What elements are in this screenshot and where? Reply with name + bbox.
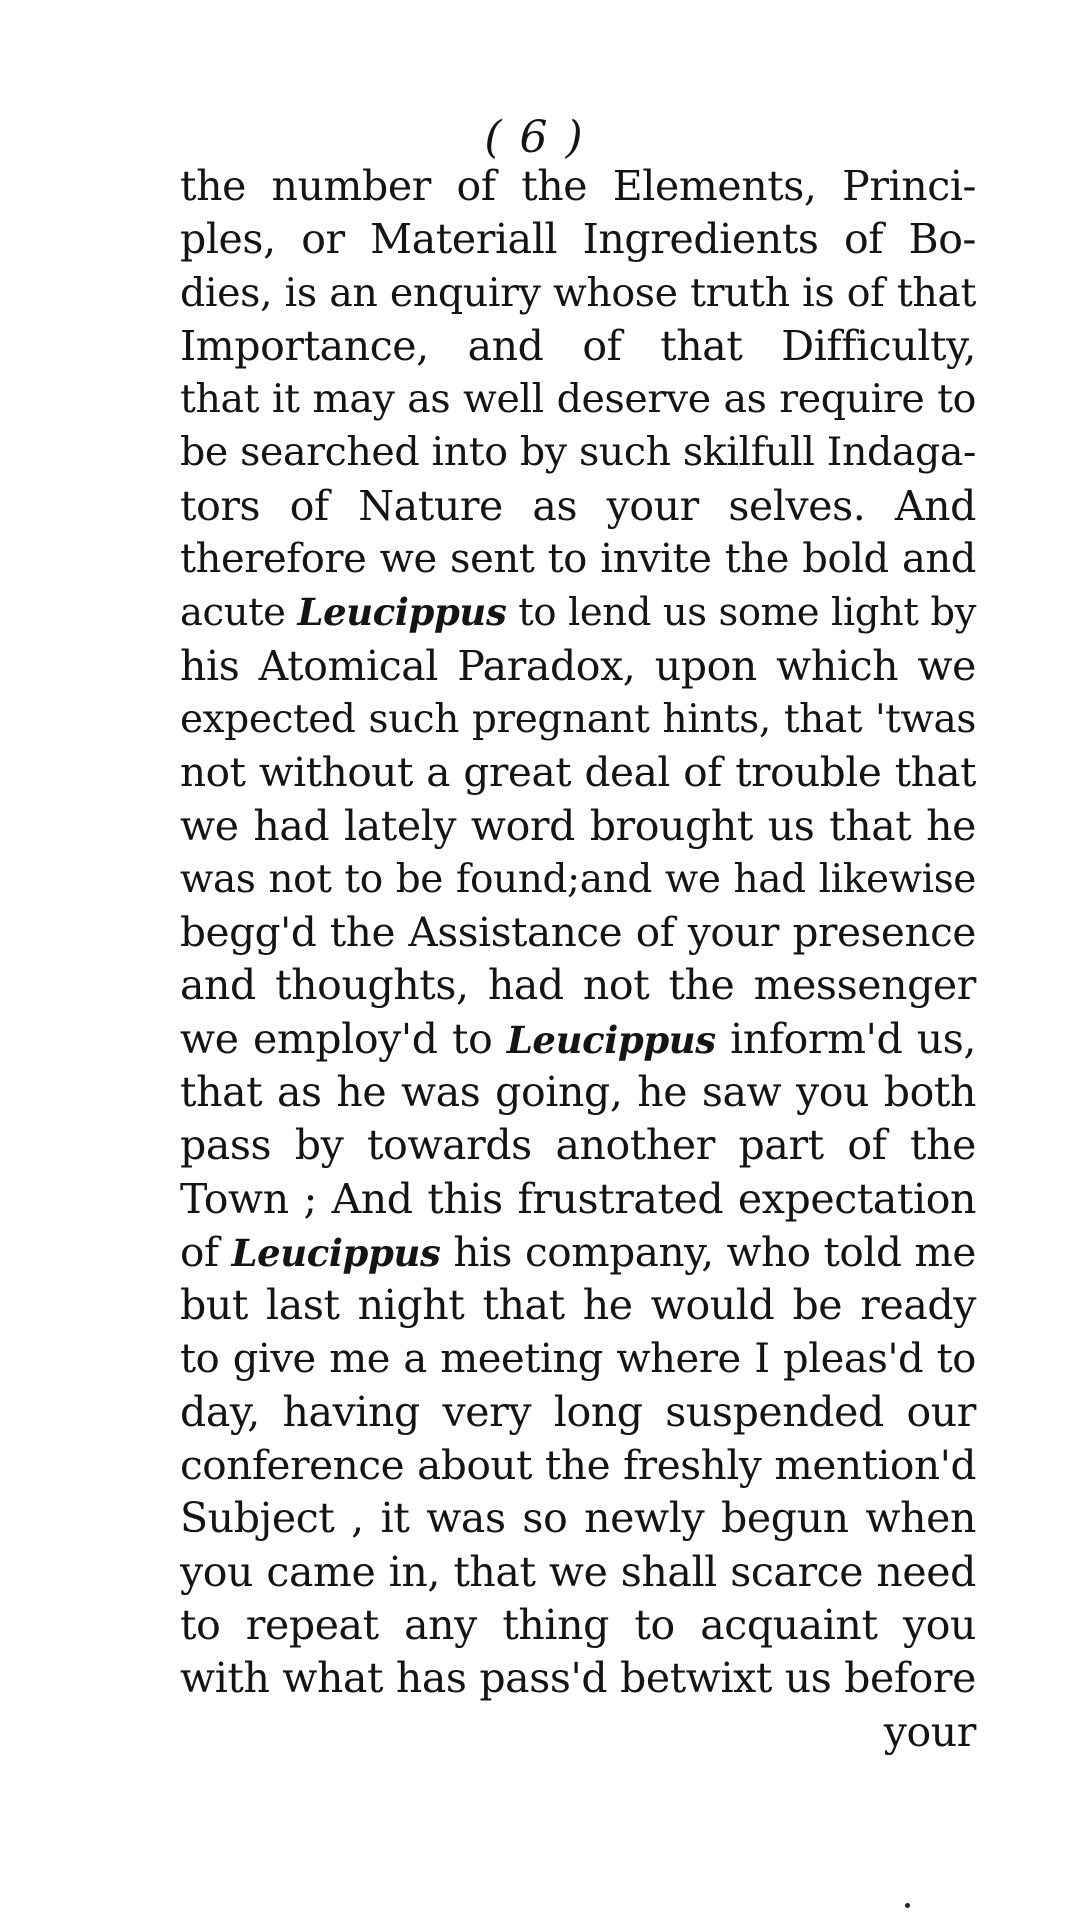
text-line: and thoughts, had not the messenger <box>180 961 976 1010</box>
text-line: that as he was going, he saw you both <box>180 1068 976 1117</box>
name-leucippus: Leucippus <box>231 1230 441 1275</box>
page-number: ( 6 ) <box>484 112 585 163</box>
text-line: pass by towards another part of the <box>180 1121 976 1170</box>
text-line: you came in, that we shall scarce need <box>180 1547 976 1596</box>
text-line: the number of the Elements, Princi- <box>180 162 976 210</box>
text-line: ples, or Materiall Ingredients of Bo- <box>180 215 976 264</box>
text-line: Importance, and of that Difficulty, <box>180 321 976 370</box>
name-leucippus: Leucippus <box>297 590 507 635</box>
text-line: of Leucippus his company, who told me <box>180 1227 976 1276</box>
text-line: his Atomical Paradox, upon which we <box>180 641 976 690</box>
text-line: conference about the freshly mention'd <box>180 1441 976 1490</box>
text-line: that it may as well deserve as require to <box>180 376 976 423</box>
text-line: to give me a meeting where I pleas'd to <box>180 1335 976 1382</box>
text-line: not without a great deal of trouble that <box>180 748 976 797</box>
text-line: begg'd the Assistance of your presence <box>180 908 976 957</box>
text-line: dies, is an enquiry whose truth is of that <box>180 269 976 316</box>
text-line: Town ; And this frustrated expectation <box>180 1174 976 1223</box>
text-line: with what has pass'd betwixt us before <box>180 1654 976 1703</box>
name-leucippus: Leucippus <box>506 1017 716 1062</box>
text-line: day, having very long suspended our <box>180 1387 976 1436</box>
ink-speck <box>905 1903 910 1908</box>
text-line: tors of Nature as your selves. And <box>180 481 976 530</box>
body-text <box>180 160 976 1759</box>
text-line: Subject , it was so newly begun when <box>180 1494 976 1543</box>
catchword: your <box>883 1707 976 1756</box>
text-line: be searched into by such skilfull Indaga- <box>180 429 976 476</box>
text-line: but last night that he would be ready <box>180 1281 976 1330</box>
text-line: therefore we sent to invite the bold and <box>180 536 976 583</box>
text-line: was not to be found;and we had likewise <box>180 856 976 902</box>
text-line: we employ'd to Leucippus inform'd us, <box>180 1014 976 1063</box>
text-line: we had lately word brought us that he <box>180 801 976 850</box>
text-line: acute Leucippus to lend us some light by <box>180 590 976 636</box>
text-line: to repeat any thing to acquaint you <box>180 1601 976 1650</box>
text-line: expected such pregnant hints, that 'twas <box>180 696 976 742</box>
